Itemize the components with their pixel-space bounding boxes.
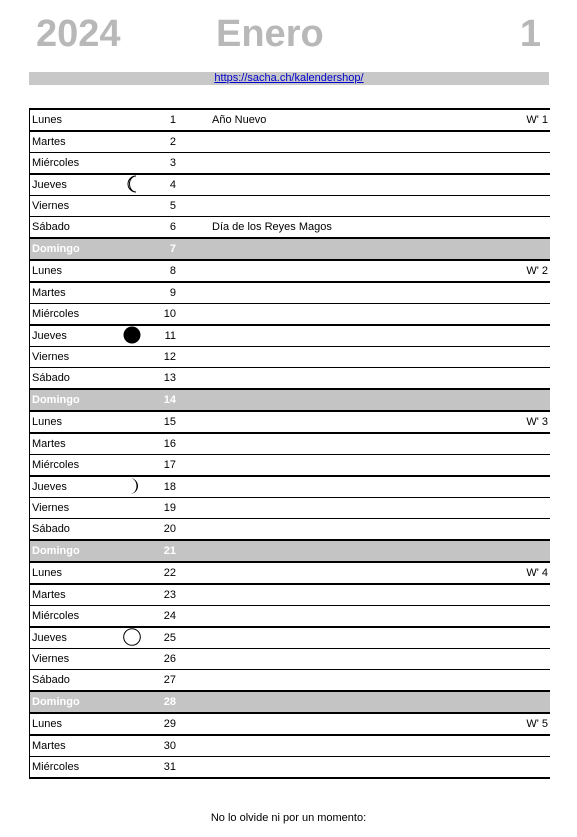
day-number: 5 — [169, 200, 176, 212]
day-name: Viernes — [32, 502, 70, 514]
day-number: 11 — [164, 330, 176, 342]
day-row — [29, 196, 550, 217]
day-row — [29, 736, 550, 757]
day-number: 13 — [163, 372, 176, 384]
day-row — [29, 455, 550, 477]
day-number: 19 — [163, 502, 176, 514]
day-name: Miércoles — [32, 459, 80, 471]
day-number: 8 — [169, 265, 176, 277]
day-name: Domingo — [32, 545, 80, 557]
day-row — [29, 541, 550, 563]
day-name: Viernes — [32, 653, 70, 665]
day-row — [29, 412, 550, 434]
day-name: Viernes — [32, 200, 70, 212]
day-name: Lunes — [32, 265, 62, 277]
day-number: 20 — [163, 523, 176, 535]
month-number: 1 — [519, 13, 541, 55]
day-number: 10 — [163, 308, 176, 320]
day-row — [29, 304, 550, 326]
day-number: 28 — [163, 696, 176, 708]
day-name: Jueves — [32, 179, 67, 191]
day-number: 15 — [163, 416, 176, 428]
day-name: Miércoles — [32, 308, 80, 320]
day-row — [29, 434, 550, 455]
day-number: 9 — [169, 287, 176, 299]
day-row — [29, 239, 550, 261]
day-name: Viernes — [32, 351, 70, 363]
week-number: W' 1 — [526, 114, 548, 126]
day-row — [29, 606, 550, 628]
day-name: Lunes — [32, 416, 62, 428]
day-row — [29, 714, 550, 736]
day-name: Martes — [32, 136, 66, 148]
day-row — [29, 132, 550, 153]
day-row — [29, 519, 550, 541]
month-title: Enero — [216, 13, 324, 55]
day-name: Martes — [32, 589, 66, 601]
day-name: Lunes — [32, 718, 62, 730]
day-number: 31 — [163, 761, 176, 773]
day-name: Martes — [32, 438, 66, 450]
day-number: 17 — [163, 459, 176, 471]
day-name: Miércoles — [32, 610, 80, 622]
day-number: 18 — [163, 481, 176, 493]
day-number: 24 — [163, 610, 176, 622]
day-row — [29, 563, 550, 585]
day-row — [29, 217, 550, 239]
full-moon-icon — [123, 628, 141, 646]
day-number: 3 — [169, 157, 176, 169]
day-row — [29, 390, 550, 412]
week-number: W' 5 — [526, 718, 548, 730]
day-row — [29, 477, 550, 498]
day-name: Miércoles — [32, 761, 80, 773]
day-number: 7 — [169, 243, 176, 255]
day-number: 14 — [163, 394, 176, 406]
day-row — [29, 153, 550, 175]
day-name: Sábado — [32, 372, 70, 384]
day-number: 21 — [163, 545, 176, 557]
day-row — [29, 585, 550, 606]
day-name: Sábado — [32, 674, 70, 686]
day-row — [29, 347, 550, 368]
day-name: Sábado — [32, 523, 70, 535]
day-row — [29, 175, 550, 196]
day-row — [29, 757, 550, 779]
day-number: 4 — [169, 179, 176, 191]
day-row — [29, 498, 550, 519]
day-number: 6 — [169, 221, 176, 233]
calendar-table — [29, 108, 550, 779]
day-name: Domingo — [32, 243, 80, 255]
day-row — [29, 283, 550, 304]
day-name: Jueves — [32, 330, 67, 342]
shop-link[interactable]: https://sacha.ch/kalendershop/ — [214, 72, 364, 84]
year-title: 2024 — [36, 13, 121, 55]
week-number: W' 3 — [526, 416, 548, 428]
day-number: 12 — [163, 351, 176, 363]
holiday-label: Día de los Reyes Magos — [212, 221, 332, 233]
day-name: Lunes — [32, 567, 62, 579]
day-name: Miércoles — [32, 157, 80, 169]
day-name: Lunes — [32, 114, 62, 126]
day-number: 22 — [163, 567, 176, 579]
day-row — [29, 692, 550, 714]
day-name: Jueves — [32, 632, 67, 644]
day-name: Domingo — [32, 394, 80, 406]
day-name: Martes — [32, 287, 66, 299]
day-number: 16 — [163, 438, 176, 450]
day-row — [29, 670, 550, 692]
day-name: Martes — [32, 740, 66, 752]
day-row — [29, 326, 550, 347]
day-row — [29, 649, 550, 670]
day-number: 25 — [163, 632, 176, 644]
link-bar — [29, 72, 549, 85]
first-quarter-moon-icon — [123, 477, 141, 495]
day-number: 27 — [163, 674, 176, 686]
day-name: Sábado — [32, 221, 70, 233]
holiday-label: Año Nuevo — [212, 114, 267, 126]
day-row — [29, 628, 550, 649]
day-name: Domingo — [32, 696, 80, 708]
day-row — [29, 368, 550, 390]
new-moon-icon — [123, 326, 141, 344]
day-row — [29, 261, 550, 283]
day-number: 23 — [163, 589, 176, 601]
footer-note: No lo olvide ni por un momento: — [210, 812, 367, 824]
day-number: 2 — [169, 136, 176, 148]
day-number: 30 — [163, 740, 176, 752]
day-number: 29 — [163, 718, 176, 730]
day-row — [29, 110, 550, 132]
day-number: 1 — [169, 114, 176, 126]
week-number: W' 2 — [526, 265, 548, 277]
day-name: Jueves — [32, 481, 67, 493]
last-quarter-moon-icon — [123, 175, 141, 193]
day-number: 26 — [163, 653, 176, 665]
week-number: W' 4 — [526, 567, 548, 579]
